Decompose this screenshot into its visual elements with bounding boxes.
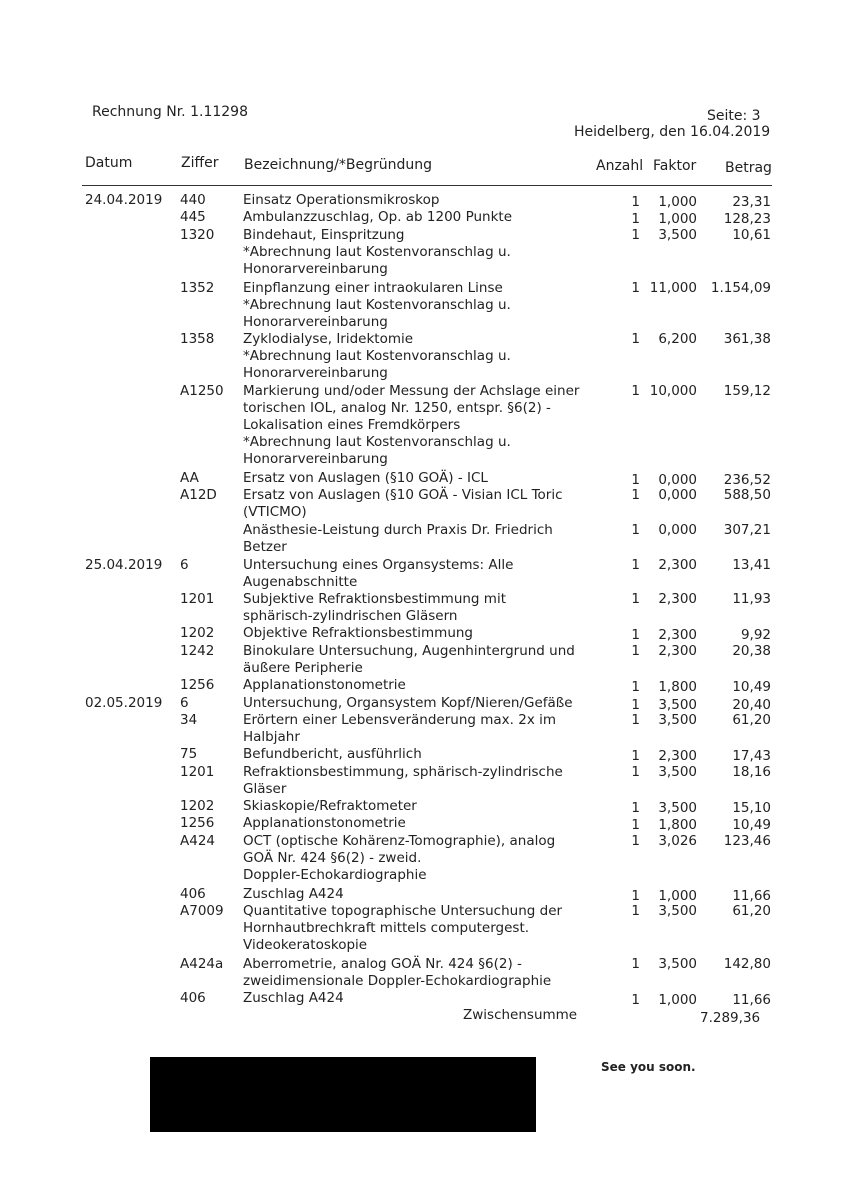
row-code: 6 — [180, 695, 189, 711]
row-description-line: Honorarvereinbarung — [243, 451, 388, 467]
row-amount: 11,93 — [732, 591, 771, 607]
row-amount: 23,31 — [732, 194, 771, 210]
row-factor: 3,500 — [658, 903, 697, 919]
row-quantity: 1 — [631, 764, 640, 780]
row-description-line: (VTICMO) — [243, 504, 307, 520]
row-description — [243, 383, 593, 468]
row-quantity: 1 — [631, 211, 640, 227]
redacted-block — [150, 1057, 536, 1132]
row-quantity: 1 — [631, 833, 640, 849]
row-description-line: Quantitative topographische Untersuchung der — [243, 903, 563, 919]
row-amount: 9,92 — [740, 627, 771, 643]
row-amount: 15,10 — [732, 800, 771, 816]
row-description-line: Zuschlag A424 — [243, 990, 344, 1006]
row-quantity: 1 — [631, 992, 640, 1008]
row-code: 75 — [180, 746, 198, 762]
row-factor: 0,000 — [658, 472, 697, 488]
row-code: 1201 — [180, 764, 215, 780]
row-description-line: Gläser — [243, 781, 287, 797]
row-quantity: 1 — [631, 679, 640, 695]
row-description — [243, 815, 593, 832]
row-amount: 61,20 — [732, 903, 771, 919]
row-description-line: Binokulare Untersuchung, Augenhintergrund und — [243, 643, 575, 659]
row-description-line: Subjektive Refraktionsbestimmung mit — [243, 591, 506, 607]
row-quantity: 1 — [631, 227, 640, 243]
row-code: 1358 — [180, 331, 215, 347]
row-factor: 11,000 — [649, 280, 697, 296]
row-code: 445 — [180, 209, 206, 225]
row-description — [243, 712, 593, 746]
row-description-line: Applanationstonometrie — [243, 677, 406, 693]
row-description-line: Untersuchung eines Organsystems: Alle — [243, 557, 514, 573]
row-quantity: 1 — [631, 817, 640, 833]
row-factor: 6,200 — [658, 331, 697, 347]
row-description — [243, 956, 593, 990]
row-amount: 61,20 — [732, 712, 771, 728]
row-date: 24.04.2019 — [85, 192, 163, 208]
row-description-line: Augenabschnitte — [243, 574, 358, 590]
row-amount: 588,50 — [723, 487, 771, 503]
row-description-line: Applanationstonometrie — [243, 815, 406, 831]
row-description — [243, 764, 593, 798]
row-description-line: Anästhesie-Leistung durch Praxis Dr. Friedrich — [243, 522, 553, 538]
row-description — [243, 798, 593, 815]
row-description-line: Untersuchung, Organsystem Kopf/Nieren/Gefäße — [243, 695, 573, 711]
row-description-line: Objektive Refraktionsbestimmung — [243, 625, 474, 641]
row-amount: 142,80 — [723, 956, 771, 972]
row-factor: 0,000 — [658, 522, 697, 538]
row-factor: 1,000 — [658, 992, 697, 1008]
row-description-line: Hornhautbrechkraft mittels computergest. — [243, 920, 530, 936]
row-description-line: Erörtern einer Lebensveränderung max. 2x im — [243, 712, 557, 728]
row-description-line: Halbjahr — [243, 729, 300, 745]
row-description-line: OCT (optische Kohärenz-Tomographie), analog — [243, 833, 556, 849]
row-description — [243, 331, 593, 382]
row-factor: 1,000 — [658, 194, 697, 210]
row-amount: 11,66 — [732, 992, 771, 1008]
row-description-line: Ersatz von Auslagen (§10 GOÄ) - ICL — [243, 470, 488, 486]
row-description-line: Videokeratoskopie — [243, 937, 368, 953]
row-description-line: Aberrometrie, analog GOÄ Nr. 424 §6(2) - — [243, 956, 522, 972]
row-quantity: 1 — [631, 194, 640, 210]
row-quantity: 1 — [631, 697, 640, 713]
row-description-line: Ersatz von Auslagen (§10 GOÄ - Visian ICL Toric — [243, 487, 563, 503]
row-factor: 2,300 — [658, 591, 697, 607]
row-description-line: torischen IOL, analog Nr. 1250, entspr. §6(2) - — [243, 400, 551, 416]
col-header-code: Ziffer — [181, 155, 219, 171]
row-quantity: 1 — [631, 487, 640, 503]
row-code: 1352 — [180, 280, 215, 296]
header-divider — [82, 185, 772, 186]
row-amount: 17,43 — [732, 748, 771, 764]
invoice-number: Rechnung Nr. 1.11298 — [92, 104, 248, 120]
row-description-line: sphärisch-zylindrischen Gläsern — [243, 608, 458, 624]
row-factor: 2,300 — [658, 627, 697, 643]
row-description-line: Zuschlag A424 — [243, 886, 344, 902]
row-quantity: 1 — [631, 591, 640, 607]
row-amount: 10,61 — [732, 227, 771, 243]
row-code: 1201 — [180, 591, 215, 607]
row-code: 1256 — [180, 815, 215, 831]
row-description — [243, 522, 593, 556]
row-description-line: Bindehaut, Einspritzung — [243, 227, 405, 243]
row-quantity: 1 — [631, 643, 640, 659]
row-description-line: zweidimensionale Doppler-Echokardiographie — [243, 973, 552, 989]
row-amount: 18,16 — [732, 764, 771, 780]
row-amount: 20,40 — [732, 697, 771, 713]
row-description — [243, 833, 593, 884]
row-description-line: Honorarvereinbarung — [243, 365, 388, 381]
row-description-line: Lokalisation eines Fremdkörpers — [243, 417, 461, 433]
row-code: 34 — [180, 712, 198, 728]
row-description — [243, 591, 593, 625]
row-factor: 1,800 — [658, 817, 697, 833]
row-description — [243, 625, 593, 642]
row-description — [243, 643, 593, 677]
row-quantity: 1 — [631, 557, 640, 573]
row-factor: 10,000 — [649, 383, 697, 399]
row-description-line: Einsatz Operationsmikroskop — [243, 192, 440, 208]
row-factor: 1,800 — [658, 679, 697, 695]
row-amount: 13,41 — [732, 557, 771, 573]
row-code: 1256 — [180, 677, 215, 693]
subtotal-label: Zwischensumme — [463, 1007, 578, 1023]
row-amount: 159,12 — [723, 383, 771, 399]
row-factor: 2,300 — [658, 748, 697, 764]
row-quantity: 1 — [631, 627, 640, 643]
row-amount: 361,38 — [723, 331, 771, 347]
subtotal-value: 7.289,36 — [700, 1010, 761, 1026]
row-description-line: äußere Peripherie — [243, 660, 363, 676]
row-factor: 3,500 — [658, 712, 697, 728]
row-amount: 236,52 — [723, 472, 771, 488]
row-code: 6 — [180, 557, 189, 573]
row-description — [243, 695, 593, 712]
row-amount: 128,23 — [723, 211, 771, 227]
row-amount: 1.154,09 — [710, 280, 771, 296]
row-factor: 1,000 — [658, 888, 697, 904]
row-description — [243, 746, 593, 763]
col-header-description: Bezeichnung/*Begründung — [244, 157, 432, 173]
row-code: A424 — [180, 833, 216, 849]
row-date: 25.04.2019 — [85, 557, 163, 573]
row-quantity: 1 — [631, 800, 640, 816]
row-description-line: Markierung und/oder Messung der Achslage einer — [243, 383, 580, 399]
page-number: Seite: 3 — [707, 108, 761, 124]
row-code: A1250 — [180, 383, 224, 399]
row-description — [243, 192, 593, 209]
row-amount: 20,38 — [732, 643, 771, 659]
row-description-line: Zyklodialyse, Iridektomie — [243, 331, 414, 347]
row-description — [243, 470, 593, 487]
row-code: 1202 — [180, 625, 215, 641]
row-description-line: *Abrechnung laut Kostenvoranschlag u. — [243, 244, 511, 260]
row-description-line: Refraktionsbestimmung, sphärisch-zylindrische — [243, 764, 563, 780]
row-quantity: 1 — [631, 748, 640, 764]
row-factor: 3,500 — [658, 800, 697, 816]
row-quantity: 1 — [631, 280, 640, 296]
row-quantity: 1 — [631, 888, 640, 904]
col-header-quantity: Anzahl — [596, 158, 644, 174]
row-code: 1202 — [180, 798, 215, 814]
row-code: 1320 — [180, 227, 215, 243]
row-description-line: Honorarvereinbarung — [243, 261, 388, 277]
row-quantity: 1 — [631, 712, 640, 728]
row-code: 1242 — [180, 643, 215, 659]
row-amount: 307,21 — [723, 522, 771, 538]
row-quantity: 1 — [631, 383, 640, 399]
row-description-line: Honorarvereinbarung — [243, 314, 388, 330]
row-factor: 0,000 — [658, 487, 697, 503]
row-quantity: 1 — [631, 522, 640, 538]
row-description-line: Doppler-Echokardiographie — [243, 867, 427, 883]
row-code: 406 — [180, 990, 206, 1006]
row-description-line: Betzer — [243, 539, 287, 555]
row-description — [243, 487, 593, 521]
row-quantity: 1 — [631, 331, 640, 347]
row-quantity: 1 — [631, 472, 640, 488]
row-description — [243, 209, 593, 226]
row-quantity: 1 — [631, 903, 640, 919]
row-description-line: *Abrechnung laut Kostenvoranschlag u. — [243, 348, 511, 364]
row-factor: 2,300 — [658, 557, 697, 573]
row-code: 440 — [180, 192, 206, 208]
footer-note: See you soon. — [601, 1060, 696, 1074]
row-description — [243, 886, 593, 903]
row-description-line: Einpflanzung einer intraokularen Linse — [243, 280, 503, 296]
row-amount: 123,46 — [723, 833, 771, 849]
row-factor: 1,000 — [658, 211, 697, 227]
row-description — [243, 903, 593, 954]
row-factor: 3,500 — [658, 956, 697, 972]
row-description — [243, 280, 593, 331]
row-factor: 3,026 — [658, 833, 697, 849]
row-code: A7009 — [180, 903, 224, 919]
col-header-date: Datum — [85, 155, 133, 171]
row-factor: 3,500 — [658, 227, 697, 243]
row-description — [243, 990, 593, 1007]
row-description — [243, 227, 593, 278]
row-amount: 10,49 — [732, 817, 771, 833]
row-description — [243, 557, 593, 591]
row-description-line: Skiaskopie/Refraktometer — [243, 798, 417, 814]
row-code: AA — [180, 470, 199, 486]
row-quantity: 1 — [631, 956, 640, 972]
col-header-amount: Betrag — [725, 160, 772, 176]
row-description-line: GOÄ Nr. 424 §6(2) - zweid. — [243, 850, 422, 866]
row-factor: 2,300 — [658, 643, 697, 659]
row-description-line: Ambulanzzuschlag, Op. ab 1200 Punkte — [243, 209, 512, 225]
row-description-line: *Abrechnung laut Kostenvoranschlag u. — [243, 297, 511, 313]
row-amount: 11,66 — [732, 888, 771, 904]
row-factor: 3,500 — [658, 697, 697, 713]
row-amount: 10,49 — [732, 679, 771, 695]
row-code: A424a — [180, 956, 224, 972]
col-header-factor: Faktor — [653, 158, 697, 174]
row-date: 02.05.2019 — [85, 695, 163, 711]
row-code: 406 — [180, 886, 206, 902]
row-description — [243, 677, 593, 694]
row-factor: 3,500 — [658, 764, 697, 780]
row-description-line: Befundbericht, ausführlich — [243, 746, 422, 762]
row-description-line: *Abrechnung laut Kostenvoranschlag u. — [243, 434, 511, 450]
row-code: A12D — [180, 487, 217, 503]
place-date: Heidelberg, den 16.04.2019 — [574, 124, 771, 140]
